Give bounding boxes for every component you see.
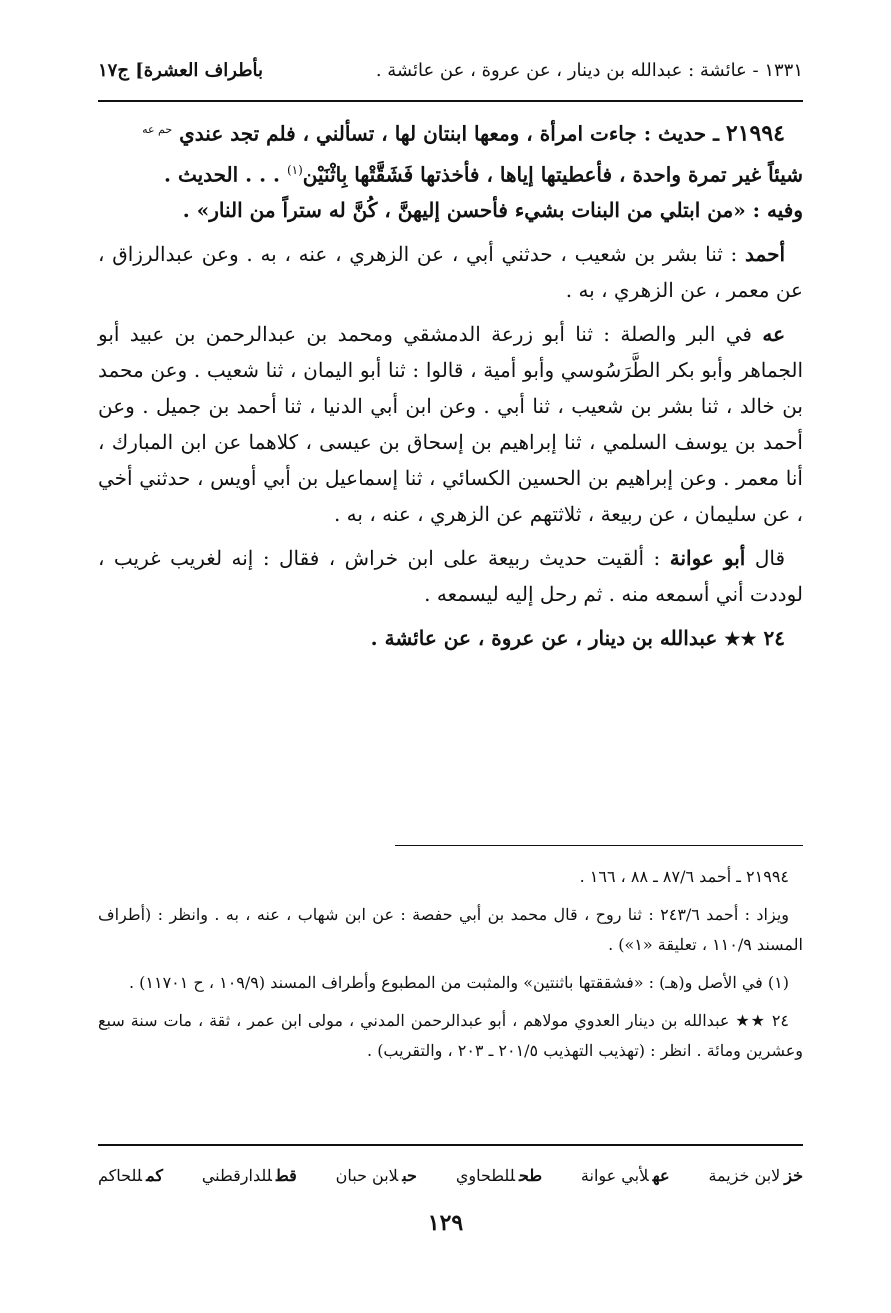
hadith-entry bbox=[98, 112, 803, 228]
source-ahmad-text: : ثنا بشر بن شعيب ، حدثني أبي ، عن الزهري ، عنه ، به . وعن عبدالرزاق ، عن معمر ، عن الزهري ، به . bbox=[98, 242, 803, 303]
footer-rule bbox=[98, 1144, 803, 1146]
abbr-item bbox=[202, 1166, 297, 1185]
paragraph-ahmad bbox=[98, 236, 803, 308]
footnote-2: ويزاد : أحمد ٢٤٣/٦ : ثنا روح ، قال محمد بن أبي حفصة : عن ابن شهاب ، عنه ، به . وانظر : (أطراف المسند ١١٠/٩ ، تعليقة «١») . bbox=[98, 905, 803, 954]
abbr-text: لابن خزيمة bbox=[708, 1165, 781, 1185]
abbr-item bbox=[708, 1166, 803, 1185]
abbr-text: للطحاوي bbox=[455, 1165, 515, 1185]
main-text bbox=[98, 112, 803, 666]
header-rule bbox=[98, 100, 803, 102]
star-icon: ★★ bbox=[724, 629, 757, 651]
abu-awana-text: : ألقيت حديث ربيعة على ابن خراش ، فقال : إنه لغريب غريب ، لوددت أني أسمعه منه . ثم رحل إليه ليسمعه . bbox=[98, 546, 803, 607]
abbr-code: خز bbox=[784, 1165, 803, 1185]
hadith-source-marks: حم عه bbox=[142, 123, 173, 136]
abbr-code: حب bbox=[402, 1165, 417, 1185]
abbr-item bbox=[336, 1166, 417, 1185]
source-ahmad-label: أحمد bbox=[745, 242, 786, 267]
abu-awana-label: أبو عوانة bbox=[669, 546, 746, 571]
subheading-number: ٢٤ bbox=[763, 626, 785, 651]
abbr-text: لأبي عوانة bbox=[580, 1165, 649, 1185]
abbr-code: طح bbox=[518, 1165, 543, 1185]
sub-heading bbox=[98, 620, 803, 658]
hadith-text-line2: شيئاً غير تمرة واحدة ، فأعطيتها إياها ، فأخذتها فَشَقَّتْها بِاثْنَيْن bbox=[302, 162, 803, 187]
header-section-title: ١٣٣١ - عائشة : عبدالله بن دينار ، عن عروة ، عن عائشة . bbox=[375, 59, 803, 81]
footnote-1: ٢١٩٩٤ ـ أحمد ٨٧/٦ ـ ٨٨ ، ١٦٦ . bbox=[579, 867, 789, 886]
source-ah-label: عه bbox=[762, 322, 785, 347]
paragraph-abu-awana-chain bbox=[98, 316, 803, 532]
hadith-dash: ـ bbox=[706, 121, 726, 146]
abbreviation-key bbox=[98, 1158, 803, 1192]
footnote-ref: (١) bbox=[286, 162, 303, 177]
abbr-code: قط bbox=[275, 1165, 297, 1185]
footnote-4: ٢٤ ★★ عبدالله بن دينار العدوي مولاهم ، أبو عبدالرحمن المدني ، مولى ابن عمر ، ثقة ، مات سنة سبع وعشرين ومائة . انظر : (تهذيب التهذيب ٢٠١/٥ ـ ٢٠٣ ، والتقريب) . bbox=[98, 1011, 803, 1060]
paragraph-abu-awana-comment bbox=[98, 540, 803, 612]
page-number: ١٢٩ bbox=[427, 1210, 464, 1236]
abbr-item bbox=[456, 1166, 542, 1185]
footnotes bbox=[98, 862, 803, 1074]
footnote-rule bbox=[395, 845, 803, 846]
source-ah-text: في البر والصلة : ثنا أبو زرعة الدمشقي ومحمد بن عبدالرحمن بن عبيد أبو الجماهر وأبو بكر الطَّرَسُوسي وأبو أمية ، قالوا : ثنا أبو اليمان ، ثنا شعيب . وعن محمد بن خالد ، ثنا بشر بن شعيب ، ثنا أبي . وعن ابن أبي الدنيا ، ثنا أحمد بن جميل . وعن أحمد بن يوسف السلمي ، ثنا إبراهيم بن إسحاق بن عيسى ، كلاهما عن ابن المبارك ، أنا معمر . وعن إبراهيم بن الحسين الكسائي ، ثنا إسماعيل بن أبي أويس ، حدثني أخي ، عن سليمان ، عن ربيعة ، ثلاثتهم عن الزهري ، عنه ، به . bbox=[98, 322, 803, 527]
hadith-text-line2-end: . . . الحديث . bbox=[164, 162, 287, 187]
header-book-title: بأطراف العشرة] ج١٧ bbox=[98, 59, 264, 81]
hadith-text-line3: وفيه : «من ابتلي من البنات بشيء فأحسن إليهنَّ ، كُنَّ له ستراً من النار» . bbox=[182, 198, 803, 223]
abbr-code: عه bbox=[652, 1165, 670, 1185]
abbr-code: كم bbox=[146, 1165, 163, 1185]
running-header bbox=[98, 50, 803, 90]
abu-awana-prefix: قال bbox=[745, 546, 786, 571]
hadith-number: ٢١٩٩٤ bbox=[725, 120, 785, 147]
hadith-text-line1: جاءت امرأة ، ومعها ابنتان لها ، تسألني ، فلم تجد عندي bbox=[179, 121, 644, 146]
subheading-text: عبدالله بن دينار ، عن عروة ، عن عائشة . bbox=[370, 626, 725, 651]
hadith-label: حديث : bbox=[643, 121, 707, 146]
abbr-text: للدارقطني bbox=[201, 1165, 272, 1185]
abbr-item bbox=[98, 1166, 163, 1185]
abbr-text: لابن حبان bbox=[335, 1165, 399, 1185]
abbr-text: للحاكم bbox=[98, 1165, 143, 1185]
abbr-item bbox=[581, 1166, 670, 1185]
footnote-3: (١) في الأصل و(هـ) : «فشققتها باثنتين» والمثبت من المطبوع وأطراف المسند (١٠٩/٩ ، ح ١١٧٠١) . bbox=[128, 973, 789, 992]
